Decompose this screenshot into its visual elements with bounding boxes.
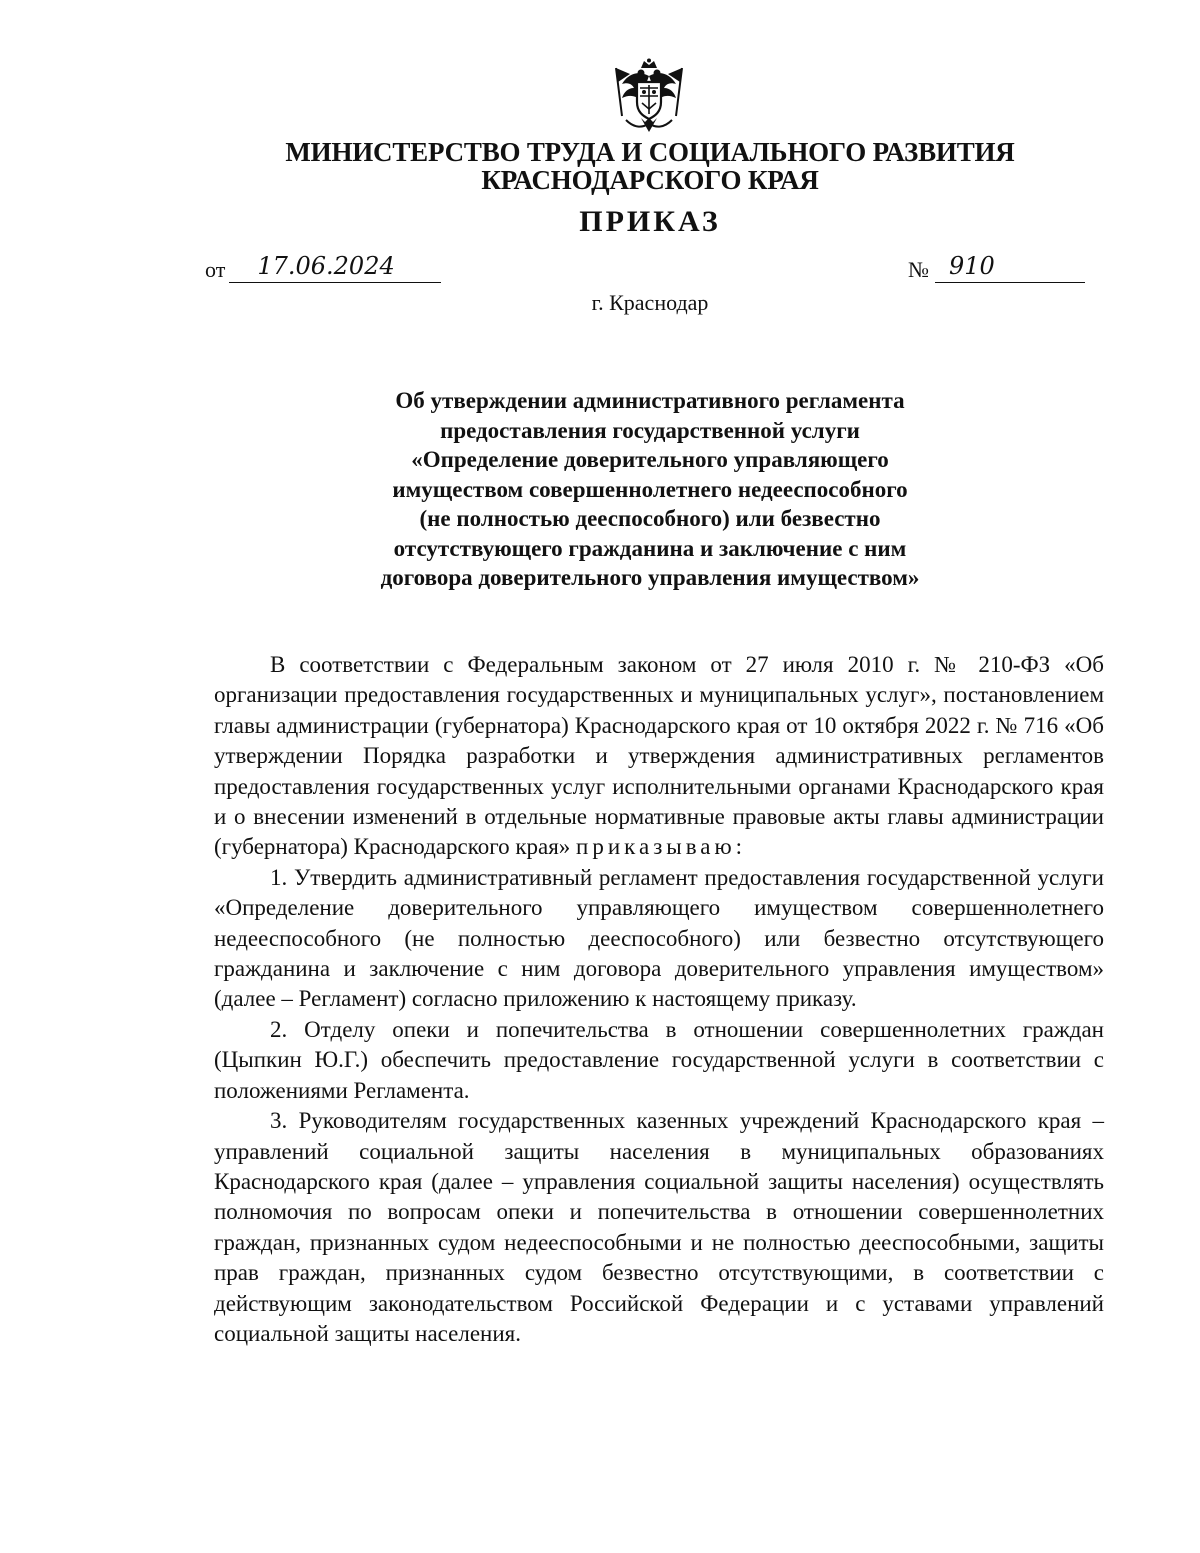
title-line: (не полностью дееспособного) или безвестно xyxy=(419,506,881,531)
handwritten-date: 17.06.2024 xyxy=(257,252,395,280)
date-underline xyxy=(229,254,441,283)
order-item: 1. Утвердить административный регламент предоставления государственной услуги «Определение доверительного управляющего имуществом совершеннолетнего недееспособного (не полностью дееспособного) или безвестно отсутствующего гражданина и заключение с ним договора доверительного управления имуществом» (далее – Регламент) согласно приложению к настоящему приказу. xyxy=(214,864,1104,1012)
document-type: ПРИКАЗ xyxy=(579,205,721,238)
title-line: Об утверждении административного регламента xyxy=(395,388,905,413)
handwritten-number: 910 xyxy=(949,252,995,280)
title-line: предоставления государственной услуги xyxy=(440,417,860,443)
title-line: «Определение доверительного управляющего xyxy=(411,447,889,472)
date-prefix: от xyxy=(205,257,226,282)
ministry-name-line-1: МИНИСТЕРСТВО ТРУДА И СОЦИАЛЬНОГО РАЗВИТИЯ xyxy=(285,137,1015,167)
title-line: отсутствующего гражданина и заключение с ним xyxy=(393,535,907,561)
ministry-name xyxy=(0,138,1200,194)
document-body xyxy=(214,650,1104,1349)
preamble-paragraph xyxy=(214,650,1104,863)
order-item: 3. Руководителям государственных казенных учреждений Краснодарского края – управлений социальной защиты населения в муниципальных образованиях Краснодарского края (далее – управления социальной защиты населения) осуществлять полномочия по вопросам опеки и попечительства в отношении совершеннолетних граждан, признанных судом недееспособными и не полностью дееспособными, защиты прав граждан, признанных судом безвестно отсутствующими, в соответствии с действующим законодательством Российской Федерации и с уставами управлений социальной защиты населения. xyxy=(214,1108,1104,1346)
date-field xyxy=(205,254,441,283)
order-item: 2. Отделу опеки и попечительства в отношении совершеннолетних граждан (Цыпкин Ю.Г.) обеспечить предоставление государственной услуги в соответствии с положениями Регламента. xyxy=(214,1016,1104,1103)
city: г. Краснодар xyxy=(591,290,709,315)
title-line: договора доверительного управления имуществом» xyxy=(380,565,920,590)
number-underline xyxy=(935,254,1085,283)
number-field xyxy=(908,254,1085,283)
ministry-name-line-2: КРАСНОДАРСКОГО КРАЯ xyxy=(481,165,819,195)
order-word: приказываю: xyxy=(576,834,747,860)
number-prefix: № xyxy=(908,257,929,282)
title-line: имуществом совершеннолетнего недееспособного xyxy=(392,476,908,502)
document-title xyxy=(0,386,1200,593)
coat-of-arms-icon xyxy=(608,58,690,134)
preamble-text: В соответствии с Федеральным законом от 27 июля 2010 г. № 210-ФЗ «Об организации предоставления государственных и муниципальных услуг», постановлением главы администрации (губернатора) Краснодарского края от 10 октября 2022 г. № 716 «Об утверждении Порядка разработки и утверждения административных регламентов предоставления государственных услуг исполнительными органами Краснодарского края и о внесении изменений в отдельные нормативные правовые акты главы администрации (губернатора) Краснодарского края» xyxy=(214,652,1104,860)
